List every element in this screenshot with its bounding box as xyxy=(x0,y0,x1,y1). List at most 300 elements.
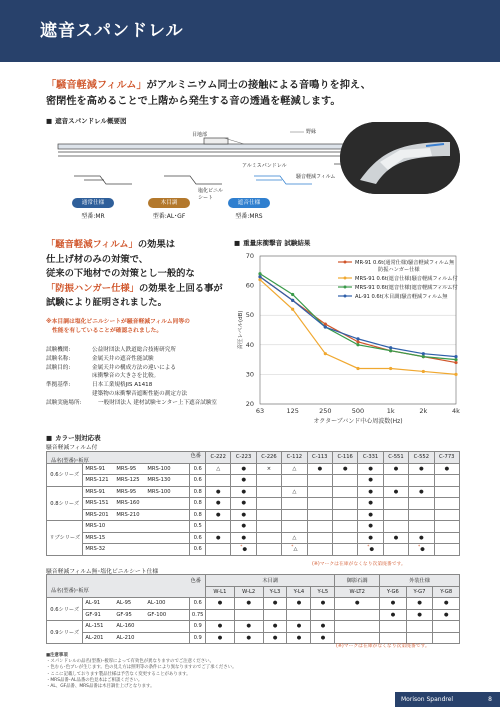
thickness: 0.8 xyxy=(190,498,206,510)
model-items xyxy=(83,598,190,610)
availability-cell: ● xyxy=(358,475,383,487)
availability-cell: ● xyxy=(311,598,335,610)
data-point xyxy=(454,355,457,358)
availability-cell xyxy=(307,532,332,544)
availability-cell xyxy=(332,498,357,510)
data-point xyxy=(258,278,261,281)
test-val: 金属天井の構成方法の違いによる xyxy=(92,364,176,371)
availability-cell: ● xyxy=(263,632,287,644)
availability-cell xyxy=(383,498,408,510)
thickness: 0.8 xyxy=(190,509,206,521)
label-joint: 目地部 xyxy=(192,132,208,138)
test-key: 試験機関: xyxy=(46,347,71,353)
color-table-film xyxy=(46,451,460,556)
model-woodgrain: 型番:AL･GF xyxy=(152,213,186,220)
series-group: リブシリーズ xyxy=(47,521,83,556)
color-col-header: W-LT2 xyxy=(335,586,380,598)
data-point xyxy=(454,361,457,364)
lead-line2: 密閉性を高めることで上階から発生する音の透過を軽減します。 xyxy=(46,96,341,107)
availability-cell: ● xyxy=(383,463,408,475)
data-point xyxy=(258,275,261,278)
data-point xyxy=(324,325,327,328)
test-key: 準拠基準: xyxy=(46,382,71,389)
effect-line-3: 従来の下地材での対策とし一般的な xyxy=(46,268,195,279)
model-items xyxy=(83,509,190,521)
series-group: 0.6シリーズ xyxy=(47,463,83,486)
table1-header-name xyxy=(47,452,206,464)
table-row xyxy=(47,463,460,475)
availability-cell xyxy=(332,486,357,498)
availability-cell: ● xyxy=(307,463,332,475)
model-code: MRS-32 xyxy=(85,546,106,553)
availability-cell: ● xyxy=(287,598,311,610)
model-code: MRS-201 xyxy=(85,511,109,518)
table-row xyxy=(47,509,460,521)
thickness: 0.6 xyxy=(190,463,206,475)
availability-cell: △ xyxy=(206,463,231,475)
availability-cell: ● xyxy=(335,598,380,610)
data-point xyxy=(291,293,294,296)
availability-cell xyxy=(383,544,408,556)
availability-cell xyxy=(206,475,231,487)
availability-cell: *△ xyxy=(282,544,307,556)
data-point xyxy=(291,299,294,302)
availability-cell: △ xyxy=(282,486,307,498)
color-col-header: C-223 xyxy=(231,452,256,464)
availability-cell xyxy=(307,509,332,521)
availability-cell: ● xyxy=(234,621,263,633)
test-val: 一般財団法人 建材試験センター上下遮音試験室 xyxy=(98,399,218,406)
availability-cell: ● xyxy=(311,632,335,644)
model-code: GF-100 xyxy=(147,611,167,618)
note-line: ・スパンドレルの品名(型番)･板厚によって有効色が異なりますのでご注意ください。 xyxy=(46,659,214,665)
effect-line-5: 試験により証明されました。 xyxy=(46,297,167,308)
color-col-header: Y-L4 xyxy=(287,586,311,598)
table2-header-color: 色番 xyxy=(190,578,201,584)
availability-cell: ● xyxy=(287,632,311,644)
data-point xyxy=(422,370,425,373)
notes-title: ■注意事項 xyxy=(46,653,68,658)
availability-cell: ● xyxy=(234,632,263,644)
color-col-header: C-113 xyxy=(307,452,332,464)
color-col-header: Y-L5 xyxy=(311,586,335,598)
thickness: 0.6 xyxy=(190,475,206,487)
series-group: 0.9シリーズ xyxy=(47,621,83,644)
impact-sound-chart xyxy=(232,248,472,426)
notes xyxy=(46,653,466,690)
color-table-nofilm xyxy=(46,574,460,644)
test-key: 試験目的: xyxy=(46,364,71,371)
x-tick-label: 500 xyxy=(351,407,365,415)
data-point xyxy=(356,340,359,343)
model-code: AL-160 xyxy=(116,623,135,630)
availability-cell: ● xyxy=(433,598,460,610)
availability-cell xyxy=(307,498,332,510)
thickness: 0.6 xyxy=(190,598,206,610)
availability-cell: ● xyxy=(263,621,287,633)
test-val: 日本工業規格JIS A1418 xyxy=(92,382,153,389)
model-code: MRS-210 xyxy=(116,511,140,518)
availability-cell: ● xyxy=(231,463,256,475)
availability-cell: ● xyxy=(358,532,383,544)
availability-cell: ● xyxy=(380,598,407,610)
availability-cell: ● xyxy=(206,498,231,510)
table2-header-label: 品名(型番)･板厚 xyxy=(51,587,89,594)
availability-cell xyxy=(434,486,459,498)
availability-cell xyxy=(409,498,434,510)
y-tick-label: 70 xyxy=(245,252,254,260)
model-items xyxy=(83,475,190,487)
test-val: 金属天井の遮音性能試験 xyxy=(92,355,154,362)
model-code: MRS-95 xyxy=(116,465,137,472)
test-info xyxy=(46,346,246,408)
model-code: MRS-95 xyxy=(116,488,137,495)
availability-cell xyxy=(307,544,332,556)
test-val: 建築物の床衝撃音遮断性能の測定方法 xyxy=(92,390,188,397)
color-col-header: Y-G8 xyxy=(433,586,460,598)
table2-subtitle: 騒音軽減フィルム無･塩化ビニルシート仕様 xyxy=(46,569,159,575)
availability-cell xyxy=(282,475,307,487)
legend-label: MRS-91 0.6t(遮音仕様)騒音軽減フィルム付 xyxy=(355,276,458,282)
model-items xyxy=(83,632,190,644)
availability-cell: *● xyxy=(409,544,434,556)
x-tick-label: 2k xyxy=(419,407,428,415)
note-line: ・MRS品番･AL品番の色見本はご相談ください。 xyxy=(46,677,143,683)
model-code: MRS-100 xyxy=(147,465,171,472)
label-alu: アルミスパンドレル xyxy=(242,163,287,169)
availability-cell: △ xyxy=(282,532,307,544)
availability-cell: *● xyxy=(358,544,383,556)
availability-cell xyxy=(434,498,459,510)
series-group: 0.8シリーズ xyxy=(47,486,83,521)
note-line: ・AL、GF品番、MRS品番は木目調仕上げとなります。 xyxy=(46,684,155,690)
effect-line-1: の効果は xyxy=(137,239,176,250)
color-col-header: C-331 xyxy=(358,452,383,464)
availability-cell xyxy=(256,486,281,498)
availability-cell xyxy=(256,521,281,533)
model-items xyxy=(83,498,190,510)
availability-cell: ● xyxy=(206,509,231,521)
thickness: 0.6 xyxy=(190,532,206,544)
availability-cell: ● xyxy=(231,498,256,510)
availability-cell: ● xyxy=(358,498,383,510)
availability-cell: ● xyxy=(206,598,235,610)
table1-subtitle: 騒音軽減フィルム付 xyxy=(46,445,98,451)
effect-text xyxy=(46,238,246,311)
availability-cell xyxy=(311,609,335,621)
availability-cell xyxy=(256,475,281,487)
model-code: MRS-160 xyxy=(116,500,140,507)
thickness: 0.6 xyxy=(190,544,206,556)
availability-cell: ● xyxy=(358,463,383,475)
data-point xyxy=(356,367,359,370)
color-col-header: Y-G6 xyxy=(380,586,407,598)
table1-header-color: 色番 xyxy=(190,453,201,459)
thickness: 0.9 xyxy=(190,621,206,633)
availability-cell xyxy=(380,621,407,633)
availability-cell xyxy=(332,521,357,533)
model-code: AL-95 xyxy=(116,600,132,607)
data-point xyxy=(258,272,261,275)
color-col-header: C-226 xyxy=(256,452,281,464)
color-col-header: W-L1 xyxy=(206,586,235,598)
test-val: 床衝撃音の大きさを比較。 xyxy=(92,373,160,380)
availability-cell: ● xyxy=(358,486,383,498)
label-nokibuchi: 野縁 xyxy=(306,129,317,135)
table-row xyxy=(47,521,460,533)
availability-cell xyxy=(206,544,231,556)
model-code: AL-151 xyxy=(85,623,104,630)
x-tick-label: 1k xyxy=(386,407,395,415)
availability-cell: ● xyxy=(434,463,459,475)
color-col-header: W-L2 xyxy=(234,586,263,598)
availability-cell: ● xyxy=(231,475,256,487)
availability-cell: ● xyxy=(358,521,383,533)
page-header xyxy=(0,0,500,62)
test-key xyxy=(46,390,92,399)
legend-marker xyxy=(344,277,347,280)
model-code: GF-91 xyxy=(85,611,101,618)
data-point xyxy=(422,355,425,358)
model-code: AL-201 xyxy=(85,634,104,641)
color-col-header: Y-L3 xyxy=(263,586,287,598)
availability-cell xyxy=(332,475,357,487)
availability-cell xyxy=(256,509,281,521)
label-film: 騒音軽減フィルム xyxy=(296,174,336,180)
effect-line-4: の効果を上回る事が xyxy=(138,282,223,294)
table-row xyxy=(47,598,460,610)
figure-section-title: ■ 遮音スパンドレル概要図 xyxy=(46,116,127,125)
availability-cell xyxy=(434,475,459,487)
page-title: 遮音スパンドレル xyxy=(40,21,184,41)
availability-cell: ● xyxy=(231,532,256,544)
effect-highlight-2: 「防振ハンガー仕様」 xyxy=(46,282,139,294)
y-tick-label: 60 xyxy=(245,281,254,290)
effect-highlight-1: 「騒音軽減フィルム」 xyxy=(46,239,138,250)
availability-cell: ● xyxy=(231,486,256,498)
availability-cell xyxy=(332,544,357,556)
availability-cell: *● xyxy=(231,544,256,556)
thickness: 0.5 xyxy=(190,521,206,533)
page-footer xyxy=(395,692,500,707)
model-code: MRS-125 xyxy=(116,477,140,484)
legend-marker xyxy=(344,261,347,264)
data-point xyxy=(389,367,392,370)
availability-cell: ● xyxy=(231,509,256,521)
data-point xyxy=(356,343,359,346)
page-number: 8 xyxy=(488,696,492,703)
availability-cell xyxy=(256,498,281,510)
table2-legend: (※)マークは在庫がなくなり次第廃番です。 xyxy=(336,644,430,649)
badge-woodgrain: 木目調 xyxy=(148,198,190,208)
availability-cell: ● xyxy=(406,598,433,610)
data-point xyxy=(454,358,457,361)
availability-cell xyxy=(307,521,332,533)
availability-cell xyxy=(332,509,357,521)
availability-cell: ● xyxy=(383,532,408,544)
lead-highlight: 「騒音軽減フィルム」 xyxy=(46,80,147,91)
availability-cell: ● xyxy=(406,609,433,621)
table-row xyxy=(47,609,460,621)
y-axis-label: 音圧レベル(dB) xyxy=(238,310,244,350)
footer-brand: Morison Spandrel xyxy=(401,696,454,703)
table1-header-label: 品名(型番)･板厚 xyxy=(51,457,89,464)
availability-cell: ● xyxy=(206,621,235,633)
model-code: MRS-151 xyxy=(85,500,109,507)
note-line: ・ここに記載しております製品仕様は予告なく変更することがあります。 xyxy=(46,671,191,677)
availability-cell xyxy=(263,609,287,621)
availability-cell: ● xyxy=(383,486,408,498)
spandrel-photo xyxy=(340,122,460,194)
availability-cell: ● xyxy=(409,463,434,475)
badge-soundproof: 遮音仕様 xyxy=(228,198,270,208)
availability-cell: ● xyxy=(358,509,383,521)
x-tick-label: 4k xyxy=(452,407,460,415)
color-col-header: Y-G7 xyxy=(406,586,433,598)
availability-cell xyxy=(307,486,332,498)
table2-wood-header: 木目調 xyxy=(206,575,335,587)
availability-cell xyxy=(256,532,281,544)
color-col-header: C-552 xyxy=(409,452,434,464)
table-row xyxy=(47,621,460,633)
availability-cell xyxy=(287,609,311,621)
color-table-title: ■ カラー別対応表 xyxy=(46,433,101,442)
availability-cell xyxy=(434,544,459,556)
color-col-header: C-551 xyxy=(383,452,408,464)
legend-label: AL-91 0.6t(木目調)騒音軽減フィルム無 xyxy=(355,294,448,300)
model-code: AL-100 xyxy=(147,600,166,607)
data-point xyxy=(422,352,425,355)
lead-rest: がアルミニウム同士の接触による音鳴りを抑え、 xyxy=(146,80,371,91)
legend-marker xyxy=(344,286,347,289)
availability-cell xyxy=(433,632,460,644)
model-code: MRS-10 xyxy=(85,523,106,530)
model-soundproof: 型番:MRS xyxy=(235,213,263,220)
effect-note xyxy=(46,318,246,336)
chart-title: ■ 重量床衝撃音 試験結果 xyxy=(234,238,310,247)
series-group: 0.6シリーズ xyxy=(47,598,83,621)
model-items xyxy=(83,486,190,498)
data-point xyxy=(389,346,392,349)
availability-cell: ● xyxy=(231,521,256,533)
model-standard: 型番:MR xyxy=(81,213,105,220)
model-code: MRS-91 xyxy=(85,465,106,472)
data-point xyxy=(291,308,294,311)
legend-label: MRS-91 0.6t(遮音仕様)遮音軽減フィルム付 xyxy=(355,285,458,291)
thickness: 0.8 xyxy=(190,486,206,498)
availability-cell xyxy=(335,621,380,633)
availability-cell: ● xyxy=(409,486,434,498)
model-code: AL-210 xyxy=(116,634,135,641)
table-row xyxy=(47,475,460,487)
model-items xyxy=(83,621,190,633)
test-key: 試験実施場所: xyxy=(46,399,82,406)
model-code: MRS-130 xyxy=(147,477,171,484)
y-tick-label: 30 xyxy=(245,370,254,379)
availability-cell xyxy=(434,532,459,544)
availability-cell xyxy=(332,532,357,544)
table2-stone-header: 御影石調 xyxy=(335,575,380,587)
table-row xyxy=(47,532,460,544)
label-pvc: 塩化ビニル シート xyxy=(198,188,224,201)
color-col-header: C-222 xyxy=(206,452,231,464)
lead-text xyxy=(46,78,466,110)
availability-cell: ● xyxy=(409,532,434,544)
availability-cell xyxy=(383,509,408,521)
model-code: MRS-100 xyxy=(147,488,171,495)
availability-cell: ● xyxy=(263,598,287,610)
x-tick-label: 63 xyxy=(255,407,265,415)
availability-cell: ● xyxy=(287,621,311,633)
data-point xyxy=(356,337,359,340)
availability-cell xyxy=(383,475,408,487)
availability-cell xyxy=(256,544,281,556)
availability-cell: ● xyxy=(206,532,231,544)
availability-cell: ● xyxy=(206,486,231,498)
test-val: 公益財団法人鉄道総合技術研究所 xyxy=(92,347,176,353)
availability-cell xyxy=(433,621,460,633)
availability-cell xyxy=(282,521,307,533)
legend-sublabel: 防振ハンガー仕様 xyxy=(378,267,420,273)
model-items xyxy=(83,521,190,533)
availability-cell xyxy=(335,609,380,621)
availability-cell xyxy=(406,621,433,633)
availability-cell xyxy=(434,521,459,533)
x-axis-label: オクターブバンド中心周波数(Hz) xyxy=(313,418,403,425)
test-key xyxy=(46,372,92,381)
availability-cell xyxy=(282,509,307,521)
availability-cell xyxy=(307,475,332,487)
availability-cell xyxy=(409,521,434,533)
model-items xyxy=(83,609,190,621)
effect-note-1: ※本目調は塩化ビニルシートが騒音軽減フィルム同等の xyxy=(46,319,190,325)
model-code: MRS-15 xyxy=(85,534,106,541)
color-col-header: C-773 xyxy=(434,452,459,464)
y-tick-label: 20 xyxy=(245,400,254,408)
availability-cell: ● xyxy=(380,609,407,621)
model-code: MRS-121 xyxy=(85,477,109,484)
availability-cell: ● xyxy=(311,621,335,633)
availability-cell: ● xyxy=(433,609,460,621)
x-tick-label: 250 xyxy=(319,407,332,415)
availability-cell xyxy=(206,609,235,621)
availability-cell: ● xyxy=(206,632,235,644)
table1-legend: (※)マークは在庫がなくなり次第廃番です。 xyxy=(312,562,406,567)
availability-cell: × xyxy=(256,463,281,475)
legend-label: MR-91 0.6t(通常仕様)騒音軽減フィルム無 xyxy=(355,260,455,266)
availability-cell xyxy=(409,509,434,521)
table2-exterior-header: 外装仕様 xyxy=(380,575,460,587)
note-line: ・色むら･色ブレが生じます。色の見え方は照明等の条件により異なりますのでご了承ください。 xyxy=(46,665,237,671)
model-code: MRS-91 xyxy=(85,488,106,495)
legend-marker xyxy=(344,295,347,298)
data-point xyxy=(454,373,457,376)
table-row xyxy=(47,486,460,498)
effect-note-2: 性能を有していることが確認されました。 xyxy=(52,328,163,334)
model-items xyxy=(83,532,190,544)
availability-cell: △ xyxy=(282,463,307,475)
availability-cell xyxy=(434,509,459,521)
model-items xyxy=(83,544,190,556)
effect-line-2: 仕上げ材のみの対策で、 xyxy=(46,253,149,265)
availability-cell xyxy=(206,521,231,533)
data-point xyxy=(324,352,327,355)
availability-cell xyxy=(282,498,307,510)
color-col-header: C-112 xyxy=(282,452,307,464)
y-tick-label: 40 xyxy=(245,340,254,349)
color-col-header: C-116 xyxy=(332,452,357,464)
badge-standard: 通常仕様 xyxy=(72,198,114,208)
